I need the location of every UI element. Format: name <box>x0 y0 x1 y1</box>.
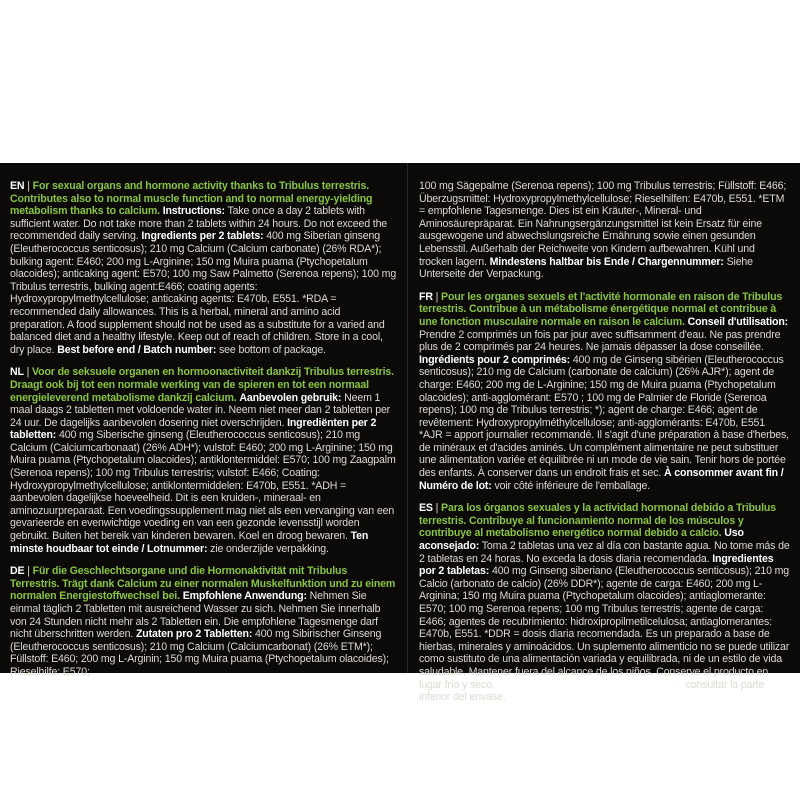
ingredients-label-de: Zutaten pro 2 Tabletten: <box>135 628 253 641</box>
right-column <box>419 180 791 714</box>
section-nl: NL | Voor de seksuele organen en hormoonactiviteit dankzij Tribulus terrestris. Draagt ook bij tot een normale werking van de spieren en tot een normaal energieleverend metabolisme dankzij calcium. Aanbevolen gebruik: Neem 1 maal daags 2 tabletten met voldoende water in. Neem niet meer dan 2 tabletten per 24 uur. De dagelijks aanbevolen dosering niet overschrijden. Ingrediënten per 2 tabletten: 400 mg Siberische ginseng (Eleutherococcus senticosus); 210 mg Calcium (Calciumcarbonaat) (26% ADH*); vulstof: E460; 200 mg L-Arginine; 150 mg Muira puama (Ptychopetalum olacoides); antiklontermiddel: E570; 100 mg Zaagpalm (Serenoa repens); 100 mg Tribulus terrestris; vulstof: E466; Coating: Hydroxypropylmethylcellulose; antiklontermiddelen: E470b, E551. *ADH = aanbevolen dagelijkse hoeveelheid. Dit is een kruiden-, mineraal- en aminozuurpreparaat. Een voedingssupplement mag niet als een vervanging van een gevarieerde en evenwichtige voeding en van een gezonde levensstijl worden gebruikt. Buiten het bereik van kinderen bewaren. Koel en droog bewaren. Ten minste houdbaar tot einde / Lotnummer: zie onderzijde verpakking. <box>10 366 396 555</box>
left-column <box>10 180 397 689</box>
lang-code-fr: FR <box>419 290 433 303</box>
lang-code-en: EN <box>10 180 25 192</box>
best-before-text-en: see bottom of package. <box>216 343 326 356</box>
section-es: ES | Para los órganos sexuales y la actividad hormonal debido a Tribulus terrestris. Contribuye al funcionamiento normal de los músculos y contribuye al metabolismo energético normal debido a calcio. Uso aconsejado: Toma 2 tabletas una vez al día con bastante agua. No tome más de 2 tabletas en 24 horas. No exceda la dosis diaria recomendada. Ingredientes por 2 tabletas: 400 mg Ginseng siberiano (Eleutherococcus senticosus); 210 mg Calcio (arbonato de calcio) (26% DDR*); agente de carga: E460; 200 mg L-Arginina; 150 mg Muira puama (Ptychopetalum olacoides); antiaglomerante: E570; 100 mg Serenoa repens; 100 mg Tribulus terrestris; agente de carga: E466; agentes de recubrimiento: hidroxipropilmetilcelulosa; antiaglomerantes: E470b, E551. *DDR = dosis diaria recomendada. Es un preparado a base de hierbas, minerales y aminoácidos. Un suplemento alimenticio no se puede utilizar como sustituto de una alimentación variada y equilibrada, ni de un estilo de vida saludable. Mantener fuera del alcance de los niños. Conserve el producto en lugar frío y seco. Fecha de caducidad / Número de lote: consultar la parte inferior del envase. <box>419 502 790 704</box>
health-claim-nl: Voor de seksuele organen en hormoonactiviteit dankzij Tribulus terrestris. Draagt ook bij tot een normale werking van de spieren en tot een normaal energieleverend metabolisme dankzij calcium. <box>10 366 394 404</box>
column-divider <box>407 163 408 673</box>
ingredients-text-de-continued: 100 mg Sägepalme (Serenoa repens); 100 mg Tribulus terrestris; Füllstoff: E466; Überzugsmittel: Hydroxypropylmethylcellulose; Rieselhilfen: E470b, E551. *ETM = empfohlene Tagesmenge. Dies ist ein Kräuter-, Mineral- und Aminosäurepräparat. Ein Nahrungsergänzungsmittel ist kein Ersatz für eine ausgewogene und abwechslungsreiche Ernährung sowie einen gesunden Lebensstil. Außerhalb der Reichweite von Kindern aufbewahren. Kühl und trocken lagern. <box>419 180 787 268</box>
supplement-label-panel <box>0 163 800 704</box>
best-before-text-es: consultar la parte inferior del envase. <box>419 678 765 704</box>
best-before-label-de: Mindestens haltbar bis Ende / Chargennummer: <box>489 255 724 268</box>
section-en: EN | For sexual organs and hormone activity thanks to Tribulus terrestris. Contributes also to normal muscle function and to normal energy-yielding metabolism thanks to calcium. Instructions: Take once a day 2 tablets with sufficient water. Do not take more than 2 tablets within 24 hours. Do not exceed the recommended daily serving. Ingredients per 2 tablets: 400 mg Siberian ginseng (Eleutherococcus senticosus); 210 mg Calcium (Calcium carbonate) (26% RDA*); bulking agent: E460; 200 mg L-Arginine; 150 mg Muira puama (Ptychopetalum olacoides); anticaking agent: E570; 100 mg Saw Palmetto (Serenoa repens); 100 mg Tribulus terrestris, bulking agent:E466; coating agents: Hydroxypropylmethylcellulose; anticaking agents: E470b, E551. *RDA = recommended daily allowances. This is a herbal, mineral and amino acid preparation. A food supplement should not be used as a substitute for a varied and balanced diet and a healthy lifestyle. Keep out of reach of children. Store in a cool, dry place. Best before end / Batch number: see bottom of package. <box>10 180 397 356</box>
section-de-continued <box>419 180 791 281</box>
ingredients-label-es: Ingredientes por 2 tabletas: <box>419 552 774 578</box>
lang-code-de: DE <box>10 565 25 578</box>
usage-label-fr: Conseil d'utilisation: <box>687 315 789 328</box>
best-before-label-fr: À consommer avant fin / Numéro de lot: <box>419 467 784 492</box>
lang-code-nl: NL <box>10 366 24 379</box>
ingredients-text-de: 400 mg Sibirischer Ginseng (Eleutherococcus senticosus); 210 mg Calcium (Calciumcarbonat) (26% ETM*); Füllstoff: E460; 200 mg L-Arginin; 150 mg Muira puama (Ptychopetalum olacoides); Rieselhilfe: E570; <box>10 628 389 678</box>
usage-label-de: Empfohlene Anwendung: <box>182 590 307 603</box>
best-before-text-nl: zie onderzijde verpakking. <box>207 542 329 555</box>
ingredients-label-en: Ingredients per 2 tablets: <box>141 230 264 243</box>
health-claim-en: For sexual organs and hormone activity thanks to Tribulus terrestris. Contributes also to normal muscle function and to normal energy-yielding metabolism thanks to calcium. <box>10 180 373 218</box>
best-before-label-es: Fecha de caducidad / Número de lote: <box>497 678 683 691</box>
ingredients-text-en: 400 mg Siberian ginseng (Eleutherococcus senticosus); 210 mg Calcium (Calcium carbonate) (26% RDA*); bulking agent: E460; 200 mg L-Arginine; 150 mg Muira puama (Ptychopetalum olacoides); anticaking agent: E570; 100 mg Saw Palmetto (Serenoa repens); 100 mg Tribulus terrestris, bulking agent:E466; coating agents: Hydroxypropylmethylcellulose; anticaking agents: E470b, E551. *RDA = recommended daily allowances. This is a herbal, mineral and amino acid preparation. A food supplement should not be used as a substitute for a varied and balanced diet and a healthy lifestyle. Keep out of reach of children. Store in a cool, dry place. <box>10 230 397 356</box>
ingredients-label-fr: Ingrédients pour 2 comprimés: <box>419 353 571 366</box>
usage-text-fr: Prendre 2 comprimés un fois par jour avec suffisamment d'eau. Ne pas prendre plus de 2 comprimés par 24 heures. Ne jamais dépasser la dose conseillée. <box>419 328 781 354</box>
ingredients-text-es: 400 mg Ginseng siberiano (Eleutherococcus senticosus); 210 mg Calcio (arbonato de calcio) (26% DDR*); agente de carga: E460; 200 mg L-Arginina; 150 mg Muira puama (Ptychopetalum olacoides); antiaglomerante: E570; 100 mg Serenoa repens; 100 mg Tribulus terrestris; agente de carga: E466; agentes de recubrimiento: hidroxipropilmetilcelulosa; antiaglomerantes: E470b, E551. *DDR = dosis diaria recomendada. Es un preparado a base de hierbas, minerales y aminoácidos. Un suplemento alimenticio no se puede utilizar como sustituto de una alimentación variada y equilibrada, ni de un estilo de vida saludable. Mantener fuera del alcance de los niños. Conserve el producto en lugar frío y seco. <box>419 565 790 691</box>
ingredients-text-fr: 400 mg de Ginseng sibérien (Eleutherococcus senticosus); 210 mg de Calcium (carbonate de calcium) (26% AJR*); agent de charge: E460; 200 mg de L-Arginine; 150 mg de Muira puama (Ptychopetalum olacoides); anti-agglomérant: E570 ; 100 mg de Palmier de Floride (Serenoa repens); 100 mg de Tribulus terrestris; *); agent de charge: E466; agent de revêtement: Hydroxypropylméthylcellulose; anti-agglomérants: E470b, E551 *AJR = apport journalier recommandé. Il s'agit d'une préparation à base d'herbes, de minéraux et d'acides aminés. Un complément alimentaire ne peut substituer une alimentation variée et équilibrée ni un mode de vie sain. Tenir hors de portée des enfants. À conserver dans un endroit frais et sec. <box>419 353 789 480</box>
best-before-text-de: Siehe Unterseite der Verpackung. <box>419 255 753 281</box>
health-claim-es: Para los órganos sexuales y la actividad hormonal debido a Tribulus terrestris. Contribuye al funcionamiento normal de los músculos y contribuye al metabolismo energético normal debido a calcio. <box>419 502 776 540</box>
instructions-text-en: Take once a day 2 tablets with sufficient water. Do not take more than 2 tablets within 24 hours. Do not exceed the recommended daily serving. <box>10 205 388 243</box>
best-before-text-fr: voir côté inférieure de l'emballage. <box>491 479 651 492</box>
usage-label-nl: Aanbevolen gebruik: <box>239 391 342 404</box>
usage-text-es: Toma 2 tabletas una vez al día con bastante agua. No tome más de 2 tabletas en 24 horas. No exceda la dosis diaria recomendada. <box>419 540 790 565</box>
health-claim-de: Für die Geschlechtsorgane und die Hormonaktivität mit Tribulus Terrestris. Trägt dank Calcium zu einer normalen Muskelfunktion und zu einem normalen Energiestoffwechsel bei. <box>10 565 396 603</box>
health-claim-fr: Pour les organes sexuels et l'activité hormonale en raison de Tribulus terrestris. Contribue à un métabolisme énergétique normal et contribue à une fonction musculaire normale en raison le calcium. <box>419 290 783 328</box>
usage-text-de: Nehmen Sie einmal täglich 2 Tabletten mit ausreichend Wasser zu sich. Nehmen Sie innerhalb von 24 Stunden nicht mehr als 2 Tabletten ein. Die empfohlene Tagesmenge darf nicht überschritten werden. <box>10 590 381 641</box>
lang-code-es: ES <box>419 502 433 515</box>
ingredients-label-nl: Ingrediënten per 2 tabletten: <box>10 416 377 442</box>
section-fr: FR | Pour les organes sexuels et l'activité hormonale en raison de Tribulus terrestris. Contribue à un métabolisme énergétique normal et contribue à une fonction musculaire normale en raison le calcium. Conseil d'utilisation: Prendre 2 comprimés un fois par jour avec suffisamment d'eau. Ne pas prendre plus de 2 comprimés par 24 heures. Ne jamais dépasser la dose conseillée. Ingrédients pour 2 comprimés: 400 mg de Ginseng sibérien (Eleutherococcus senticosus); 210 mg de Calcium (carbonate de calcium) (26% AJR*); agent de charge: E460; 200 mg de L-Arginine; 150 mg de Muira puama (Ptychopetalum olacoides); anti-agglomérant: E570 ; 100 mg de Palmier de Floride (Serenoa repens); 100 mg de Tribulus terrestris; *); agent de charge: E466; agent de revêtement: Hydroxypropylméthylcellulose; anti-agglomérants: E470b, E551 *AJR = apport journalier recommandé. Il s'agit d'une préparation à base d'herbes, de minéraux et d'acides aminés. Un complément alimentaire ne peut substituer une alimentation variée et équilibrée ni un mode de vie sain. Tenir hors de portée des enfants. À conserver dans un endroit frais et sec. À consommer avant fin / Numéro de lot: voir côté inférieure de l'emballage. <box>419 290 789 492</box>
usage-label-es: Uso aconsejado: <box>419 527 744 553</box>
best-before-label-en: Best before end / Batch number: <box>57 343 217 356</box>
ingredients-text-nl: 400 mg Siberische ginseng (Eleutherococcus senticosus); 210 mg Calcium (Calciumcarbonaat) (26% ADH*); vulstof: E460; 200 mg L-Arginine; 150 mg Muira puama (Ptychopetalum olacoides); antiklontermiddel: E570; 100 mg Zaagpalm (Serenoa repens); 100 mg Tribulus terrestris; vulstof: E466; Coating: Hydroxypropylmethylcellulose; antiklontermiddelen: E470b, E551. *ADH = aanbevolen dagelijkse hoeveelheid. Dit is een kruiden-, mineraal- en aminozuurpreparaat. Een voedingssupplement mag niet als een vervanging van een gevarieerde en evenwichtige voeding en van een gezonde levensstijl worden gebruikt. Buiten het bereik van kinderen bewaren. Koel en droog bewaren. <box>10 429 396 543</box>
section-de: DE | Für die Geschlechtsorgane und die Hormonaktivität mit Tribulus Terrestris. Trägt dank Calcium zu einer normalen Muskelfunktion und zu einem normalen Energiestoffwechsel bei. Empfohlene Anwendung: Nehmen Sie einmal täglich 2 Tabletten mit ausreichend Wasser zu sich. Nehmen Sie innerhalb von 24 Stunden nicht mehr als 2 Tabletten ein. Die empfohlene Tagesmenge darf nicht überschritten werden. Zutaten pro 2 Tabletten: 400 mg Sibirischer Ginseng (Eleutherococcus senticosus); 210 mg Calcium (Calciumcarbonat) (26% ETM*); Füllstoff: E460; 200 mg L-Arginin; 150 mg Muira puama (Ptychopetalum olacoides); Rieselhilfe: E570; <box>10 565 396 678</box>
usage-text-nl: Neem 1 maal daags 2 tabletten met voldoende water in. Neem niet meer dan 2 tabletten per 24 uur. De dagelijks aanbevolen dosering niet overschrijden. <box>10 391 391 429</box>
instructions-label-en: Instructions: <box>162 205 225 218</box>
best-before-label-nl: Ten minste houdbaar tot einde / Lotnummer: <box>10 530 369 555</box>
